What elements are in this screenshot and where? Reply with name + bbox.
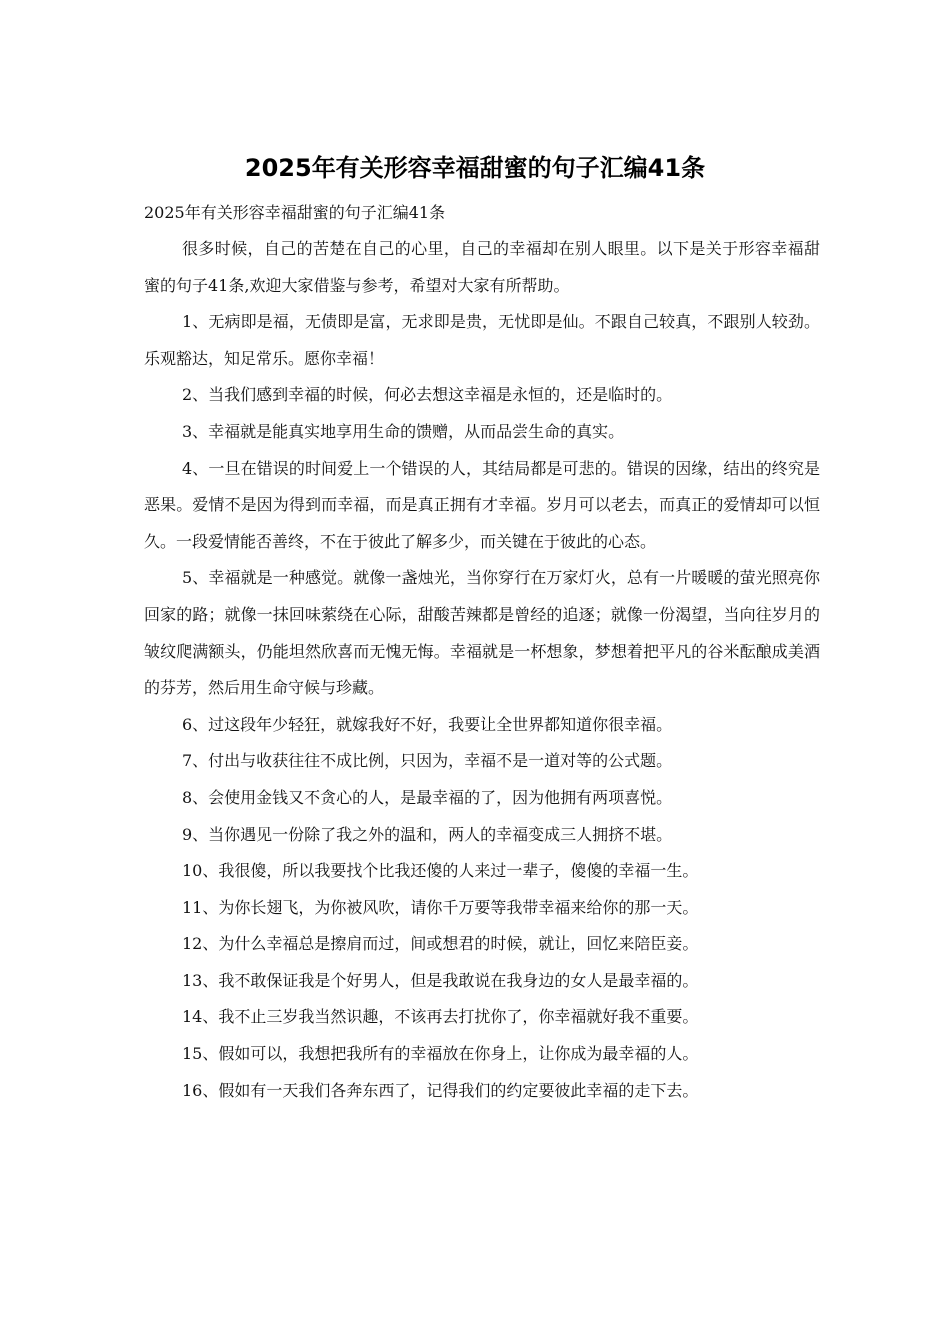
list-item: 5、幸福就是一种感觉。就像一盏烛光，当你穿行在万家灯火，总有一片暖暖的萤光照亮你回家的路；就像一抹回味萦绕在心际，甜酸苦辣都是曾经的追逐；就像一份渴望，当向往岁月的皱纹爬满额头，仍能坦然欣喜而无愧无悔。幸福就是一杯想象，梦想着把平凡的谷米酝酿成美酒的芬芳，然后用生命守候与珍藏。 [144, 568, 820, 698]
list-item: 11、为你长翅飞，为你被风吹，请你千万要等我带幸福来给你的那一天。 [182, 897, 699, 917]
list-item: 2、当我们感到幸福的时候，何必去想这幸福是永恒的，还是临时的。 [182, 385, 673, 405]
document-body [144, 197, 820, 1109]
list-item: 16、假如有一天我们各奔东西了，记得我们的约定要彼此幸福的走下去。 [182, 1080, 699, 1100]
list-item: 7、付出与收获往往不成比例，只因为，幸福不是一道对等的公式题。 [182, 751, 673, 771]
list-item: 3、幸福就是能真实地享用生命的馈赠，从而品尝生命的真实。 [182, 421, 625, 441]
list-item: 4、一旦在错误的时间爱上一个错误的人，其结局都是可悲的。错误的因缘，结出的终究是恶果。爱情不是因为得到而幸福，而是真正拥有才幸福。岁月可以老去，而真正的爱情却可以恒久。一段爱情能否善终，不在于彼此了解多少，而关键在于彼此的心态。 [144, 458, 820, 551]
list-item: 6、过这段年少轻狂，就嫁我好不好，我要让全世界都知道你很幸福。 [182, 714, 673, 734]
list-item: 1、无病即是福，无债即是富，无求即是贵，无忧即是仙。不跟自己较真，不跟别人较劲。乐观豁达，知足常乐。愿你幸福！ [144, 312, 820, 368]
list-item: 15、假如可以，我想把我所有的幸福放在你身上，让你成为最幸福的人。 [182, 1044, 699, 1064]
document-subtitle: 2025年有关形容幸福甜蜜的句子汇编41条 [144, 203, 446, 222]
list-item: 12、为什么幸福总是擦肩而过，间或想君的时候，就让，回忆来陪臣妾。 [182, 934, 699, 954]
list-item: 10、我很傻，所以我要找个比我还傻的人来过一辈子，傻傻的幸福一生。 [182, 861, 699, 881]
list-item: 13、我不敢保证我是个好男人，但是我敢说在我身边的女人是最幸福的。 [182, 970, 699, 990]
list-item: 14、我不止三岁我当然识趣，不该再去打扰你了，你幸福就好我不重要。 [182, 1007, 699, 1027]
list-item: 9、当你遇见一份除了我之外的温和，两人的幸福变成三人拥挤不堪。 [182, 824, 673, 844]
document-title: 2025年有关形容幸福甜蜜的句子汇编41条 [244, 154, 706, 182]
list-item: 8、会使用金钱又不贪心的人，是最幸福的了，因为他拥有两项喜悦。 [182, 787, 673, 807]
intro-paragraph: 很多时候，自己的苦楚在自己的心里，自己的幸福却在别人眼里。以下是关于形容幸福甜蜜的句子41条,欢迎大家借鉴与参考，希望对大家有所帮助。 [144, 239, 820, 295]
